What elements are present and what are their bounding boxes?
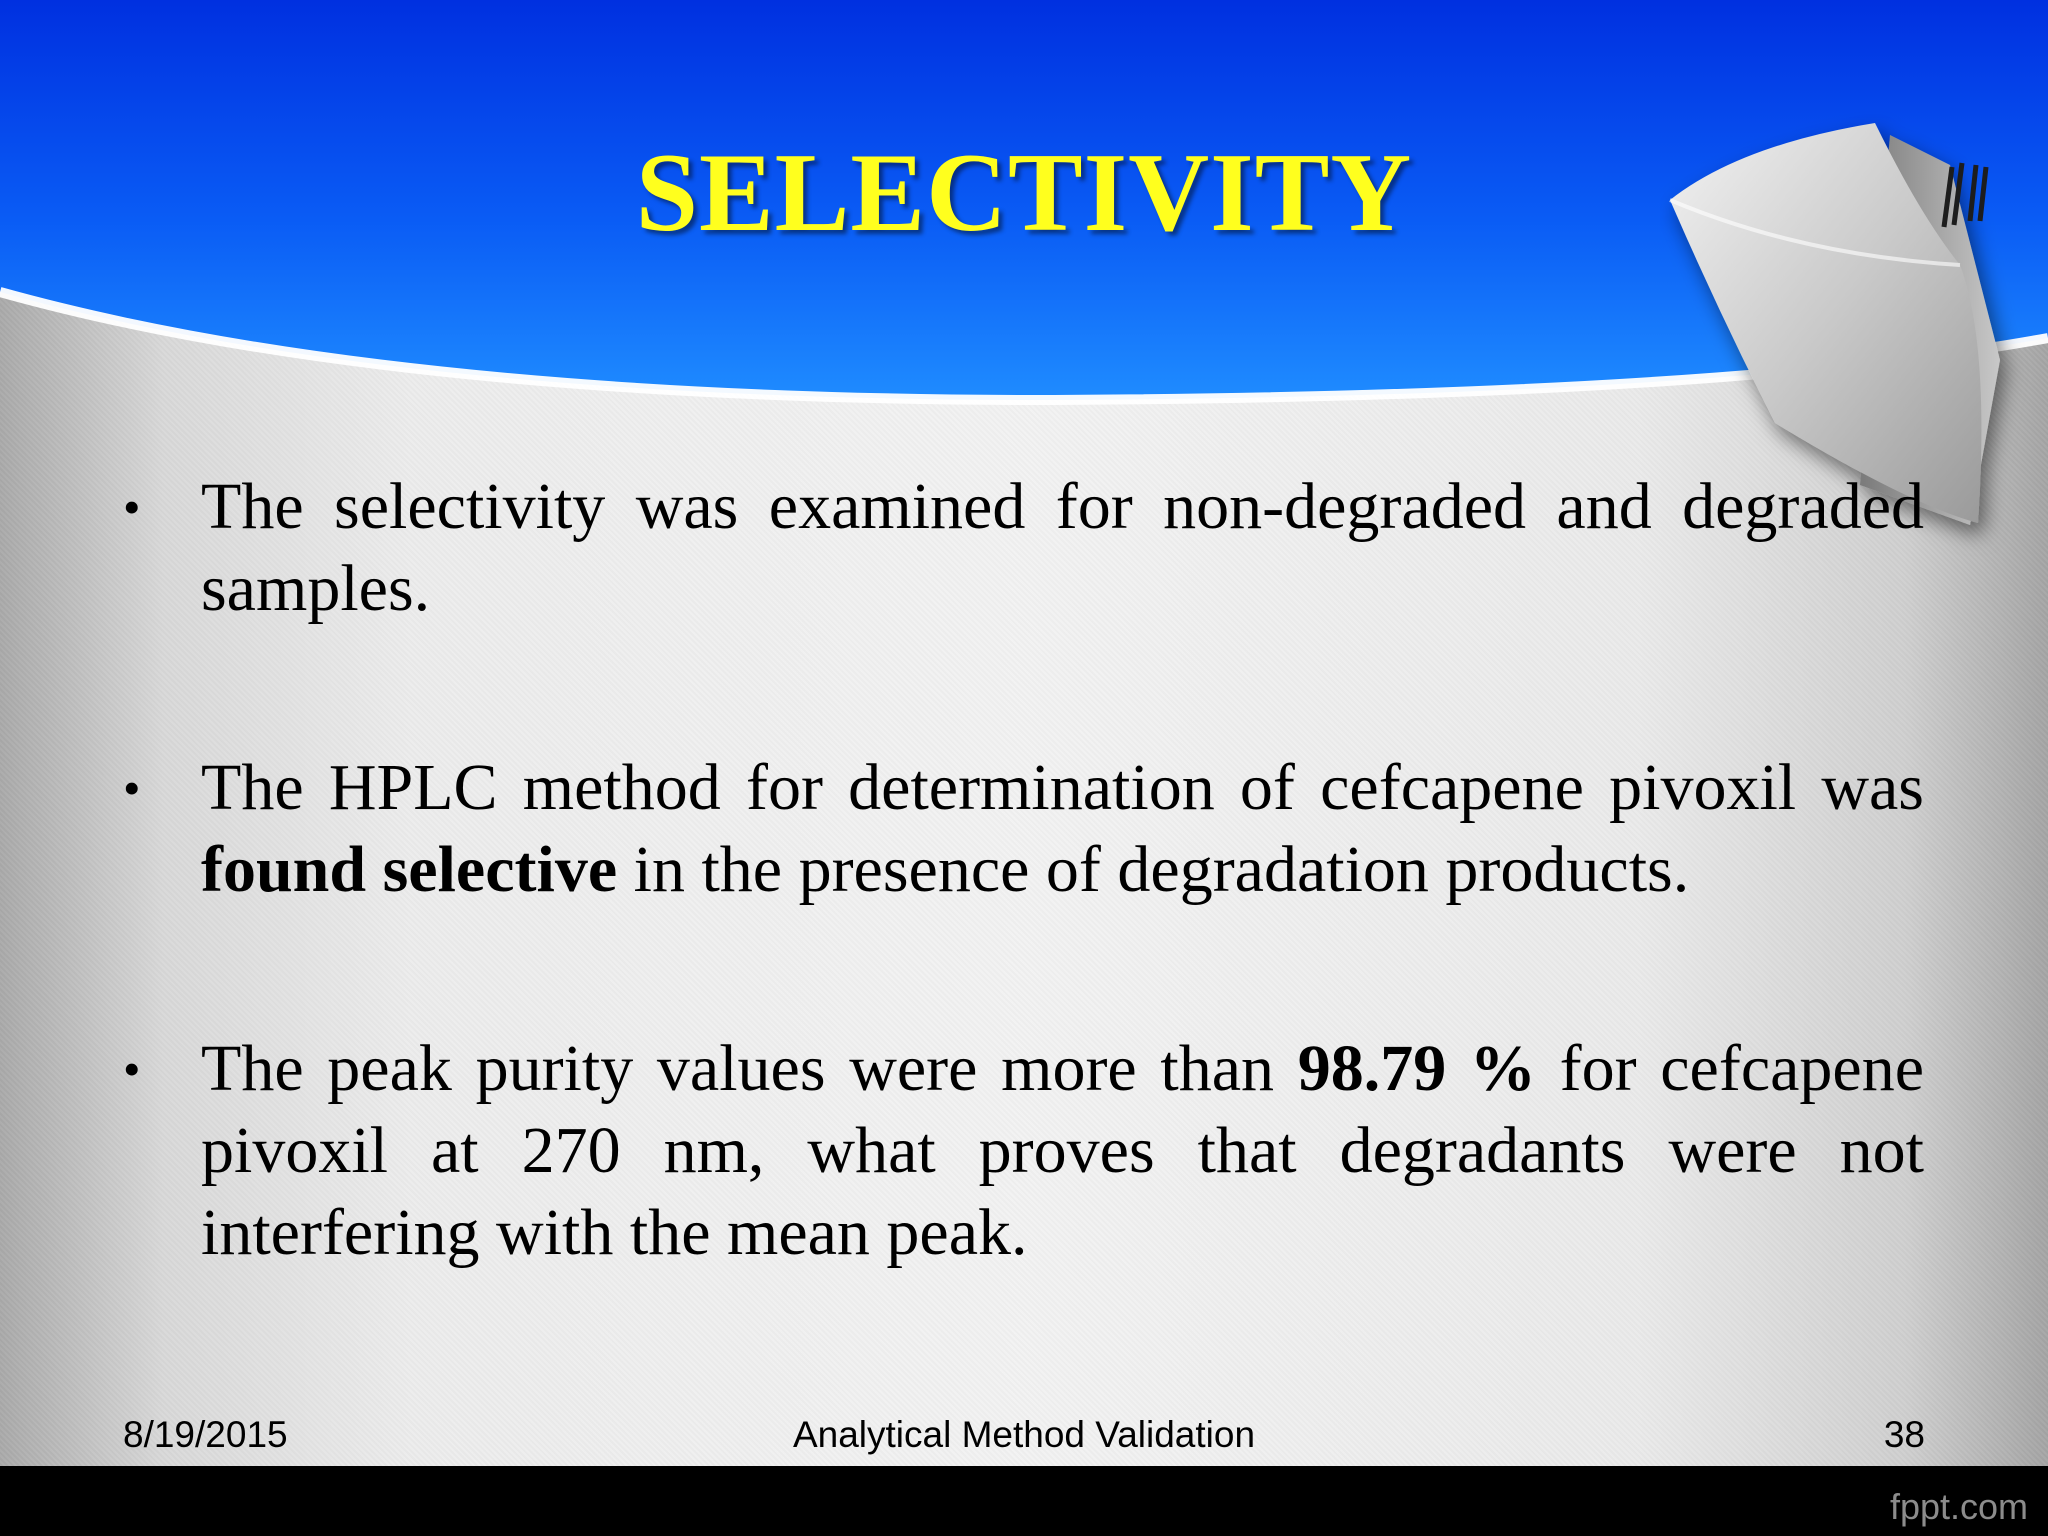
slide-number: 38 [1883,1414,1925,1455]
bullet-text: in the presence of degradation products. [617,833,1690,906]
slide-title: SELECTIVITY [635,131,1413,255]
watermark-logo [0,1466,2048,1536]
footer-title: Analytical Method Validation [792,1414,1256,1455]
bullet-text: for cefcapene pivoxil at 270 nm, what proves that degradants were not interfering with the mean peak. [201,1032,1924,1269]
bottom-bar [0,1466,2048,1536]
bullet-dot: • [123,760,141,816]
bullet-item [118,1028,1924,1274]
bullet-emphasis: 98.79 % [1297,1032,1536,1105]
watermark-text: fppt.com [1889,1486,2028,1527]
bullet-item [118,466,1924,630]
bullet-text: The HPLC method for determination of cefcapene pivoxil was [201,751,1924,824]
bullet-emphasis: found selective [201,833,618,906]
bullet-dot: • [123,479,141,535]
bullet-list [118,466,1924,1274]
bullet-text: The peak purity values were more than [201,1032,1298,1105]
slide-footer [0,1408,2048,1458]
bullet-text: The selectivity was examined for non-degraded and degraded samples. [201,470,1924,625]
bullet-dot: • [123,1041,141,1097]
bullet-item [118,747,1924,911]
footer-date: 8/19/2015 [123,1414,288,1455]
